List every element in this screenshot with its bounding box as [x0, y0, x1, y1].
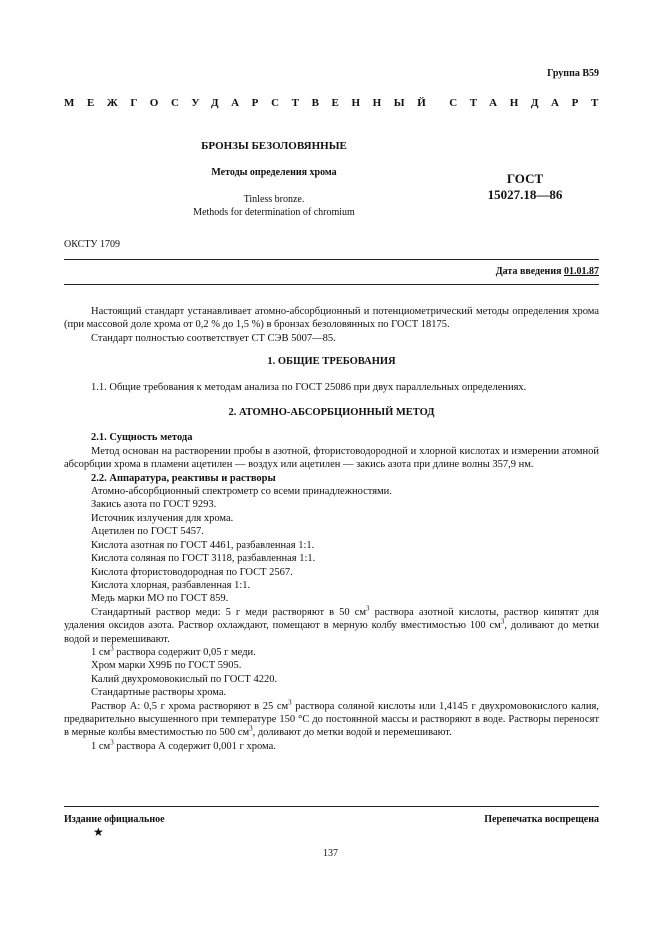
date-value: 01.01.87 — [564, 266, 599, 277]
standard-banner — [64, 97, 611, 109]
section-2-heading: 2. АТОМНО-АБСОРБЦИОННЫЙ МЕТОД — [228, 407, 435, 419]
list-item: Кислота хлорная, разбавленная 1:1. — [91, 579, 251, 591]
list-item: Стандартные растворы хрома. — [91, 687, 227, 699]
reprint-notice: Перепечатка воспрещена — [484, 814, 599, 825]
list-item: Калий двухромовокислый по ГОСТ 4220. — [91, 673, 278, 685]
document-title: БРОНЗЫ БЕЗОЛОВЯННЫЕ — [201, 140, 347, 152]
list-item: Закись азота по ГОСТ 9293. — [91, 499, 217, 511]
divider-top — [64, 259, 599, 260]
copper-solution-content: 1 $см^3$ раствора содержит 0,05 г меди. — [91, 644, 256, 658]
list-item: Кислота соляная по ГОСТ 3118, разбавленная 1:1. — [91, 553, 316, 565]
list-item: Ацетилен по ГОСТ 5457. — [91, 526, 204, 538]
document-subtitle: Методы определения хрома — [211, 167, 337, 178]
divider-footer — [64, 806, 599, 807]
list-item: Атомно-абсорбционный спектрометр со всеми принадлежностями. — [91, 486, 392, 498]
oksty-code: ОКСТУ 1709 — [64, 239, 121, 250]
english-title-line1: Tinless bronze. — [243, 194, 305, 205]
chromium-solution-a-content: 1 $см^3$ раствора А содержит 0,001 г хрома. — [91, 738, 276, 752]
divider-date — [64, 284, 599, 285]
intro-compliance: Стандарт полностью соответствует СТ СЭВ 5007—85. — [91, 332, 336, 344]
intro-paragraph: Настоящий стандарт устанавливает атомно-абсорбционный и потенциометрический методы определения хрома (при массовой доле хрома от 0,2 % до 1,5 %) в бронзах безоловянных по ГОСТ 18175. — [64, 306, 599, 331]
english-title — [64, 193, 484, 219]
banner-right-word: СТАНДАРТ — [449, 97, 611, 109]
gost-code: 15027.18—86 — [487, 187, 563, 202]
section-1-text: 1.1. Общие требования к методам анализа по ГОСТ 25086 при двух параллельных определениях. — [91, 381, 527, 393]
group-code: Группа В59 — [547, 68, 599, 79]
copper-standard-solution: Стандартный раствор меди: 5 г меди растворяют в 50 $см^3$ раствора азотной кислоты, раствор кипятят для удаления оксидов азота. Раствор охлаждают, помещают в мерную колбу вместимостью 100 $см^3$, доливают до метки водой и перемешивают. — [64, 604, 600, 645]
section-1-heading: 1. ОБЩИЕ ТРЕБОВАНИЯ — [267, 356, 396, 368]
official-edition-label: Издание официальное — [64, 814, 165, 825]
banner-left-word: МЕЖГОСУДАРСТВЕННЫЙ — [64, 97, 439, 109]
list-item: Хром марки Х99Б по ГОСТ 5905. — [91, 660, 242, 672]
list-item: Кислота азотная по ГОСТ 4461, разбавленная 1:1. — [91, 539, 315, 551]
subsection-2-1-heading: 2.1. Сущность метода — [91, 432, 193, 444]
list-item: Источник излучения для хрома. — [91, 512, 234, 524]
english-title-line2: Methods for determination of chromium — [193, 207, 355, 218]
introduction-date — [496, 266, 599, 277]
list-item: Кислота фтористоводородная по ГОСТ 2567. — [91, 566, 293, 578]
chromium-solution-a: Раствор А: 0,5 г хрома растворяют в 25 $см^3$ раствора соляной кислоты или 1,4145 г двухромовокислого калия, предварительно высушенного при температуре 150 °С до постоянной массы и растворяют в воде. Растворы переносят в мерные колбы вместимостью по 500 $см^3$, доливают до метки водой и перемешивают. — [64, 698, 599, 739]
subsection-2-1-text: Метод основан на растворении пробы в азотной, фтористоводородной и хлорной кислотах и измерении атомной абсорбции хрома в пламени ацетилен — воздух или ацетилен — закись азота при длине волны 357,9 нм. — [64, 445, 599, 471]
gost-label: ГОСТ — [506, 171, 544, 186]
document-body — [64, 305, 599, 753]
page-number: 137 — [323, 848, 338, 859]
star-icon: ★ — [93, 825, 104, 839]
subsection-2-2-heading: 2.2. Аппаратура, реактивы и растворы — [91, 472, 276, 484]
date-label: Дата введения — [495, 266, 562, 277]
list-item: Медь марки МО по ГОСТ 859. — [91, 593, 229, 605]
gost-number — [470, 171, 580, 203]
